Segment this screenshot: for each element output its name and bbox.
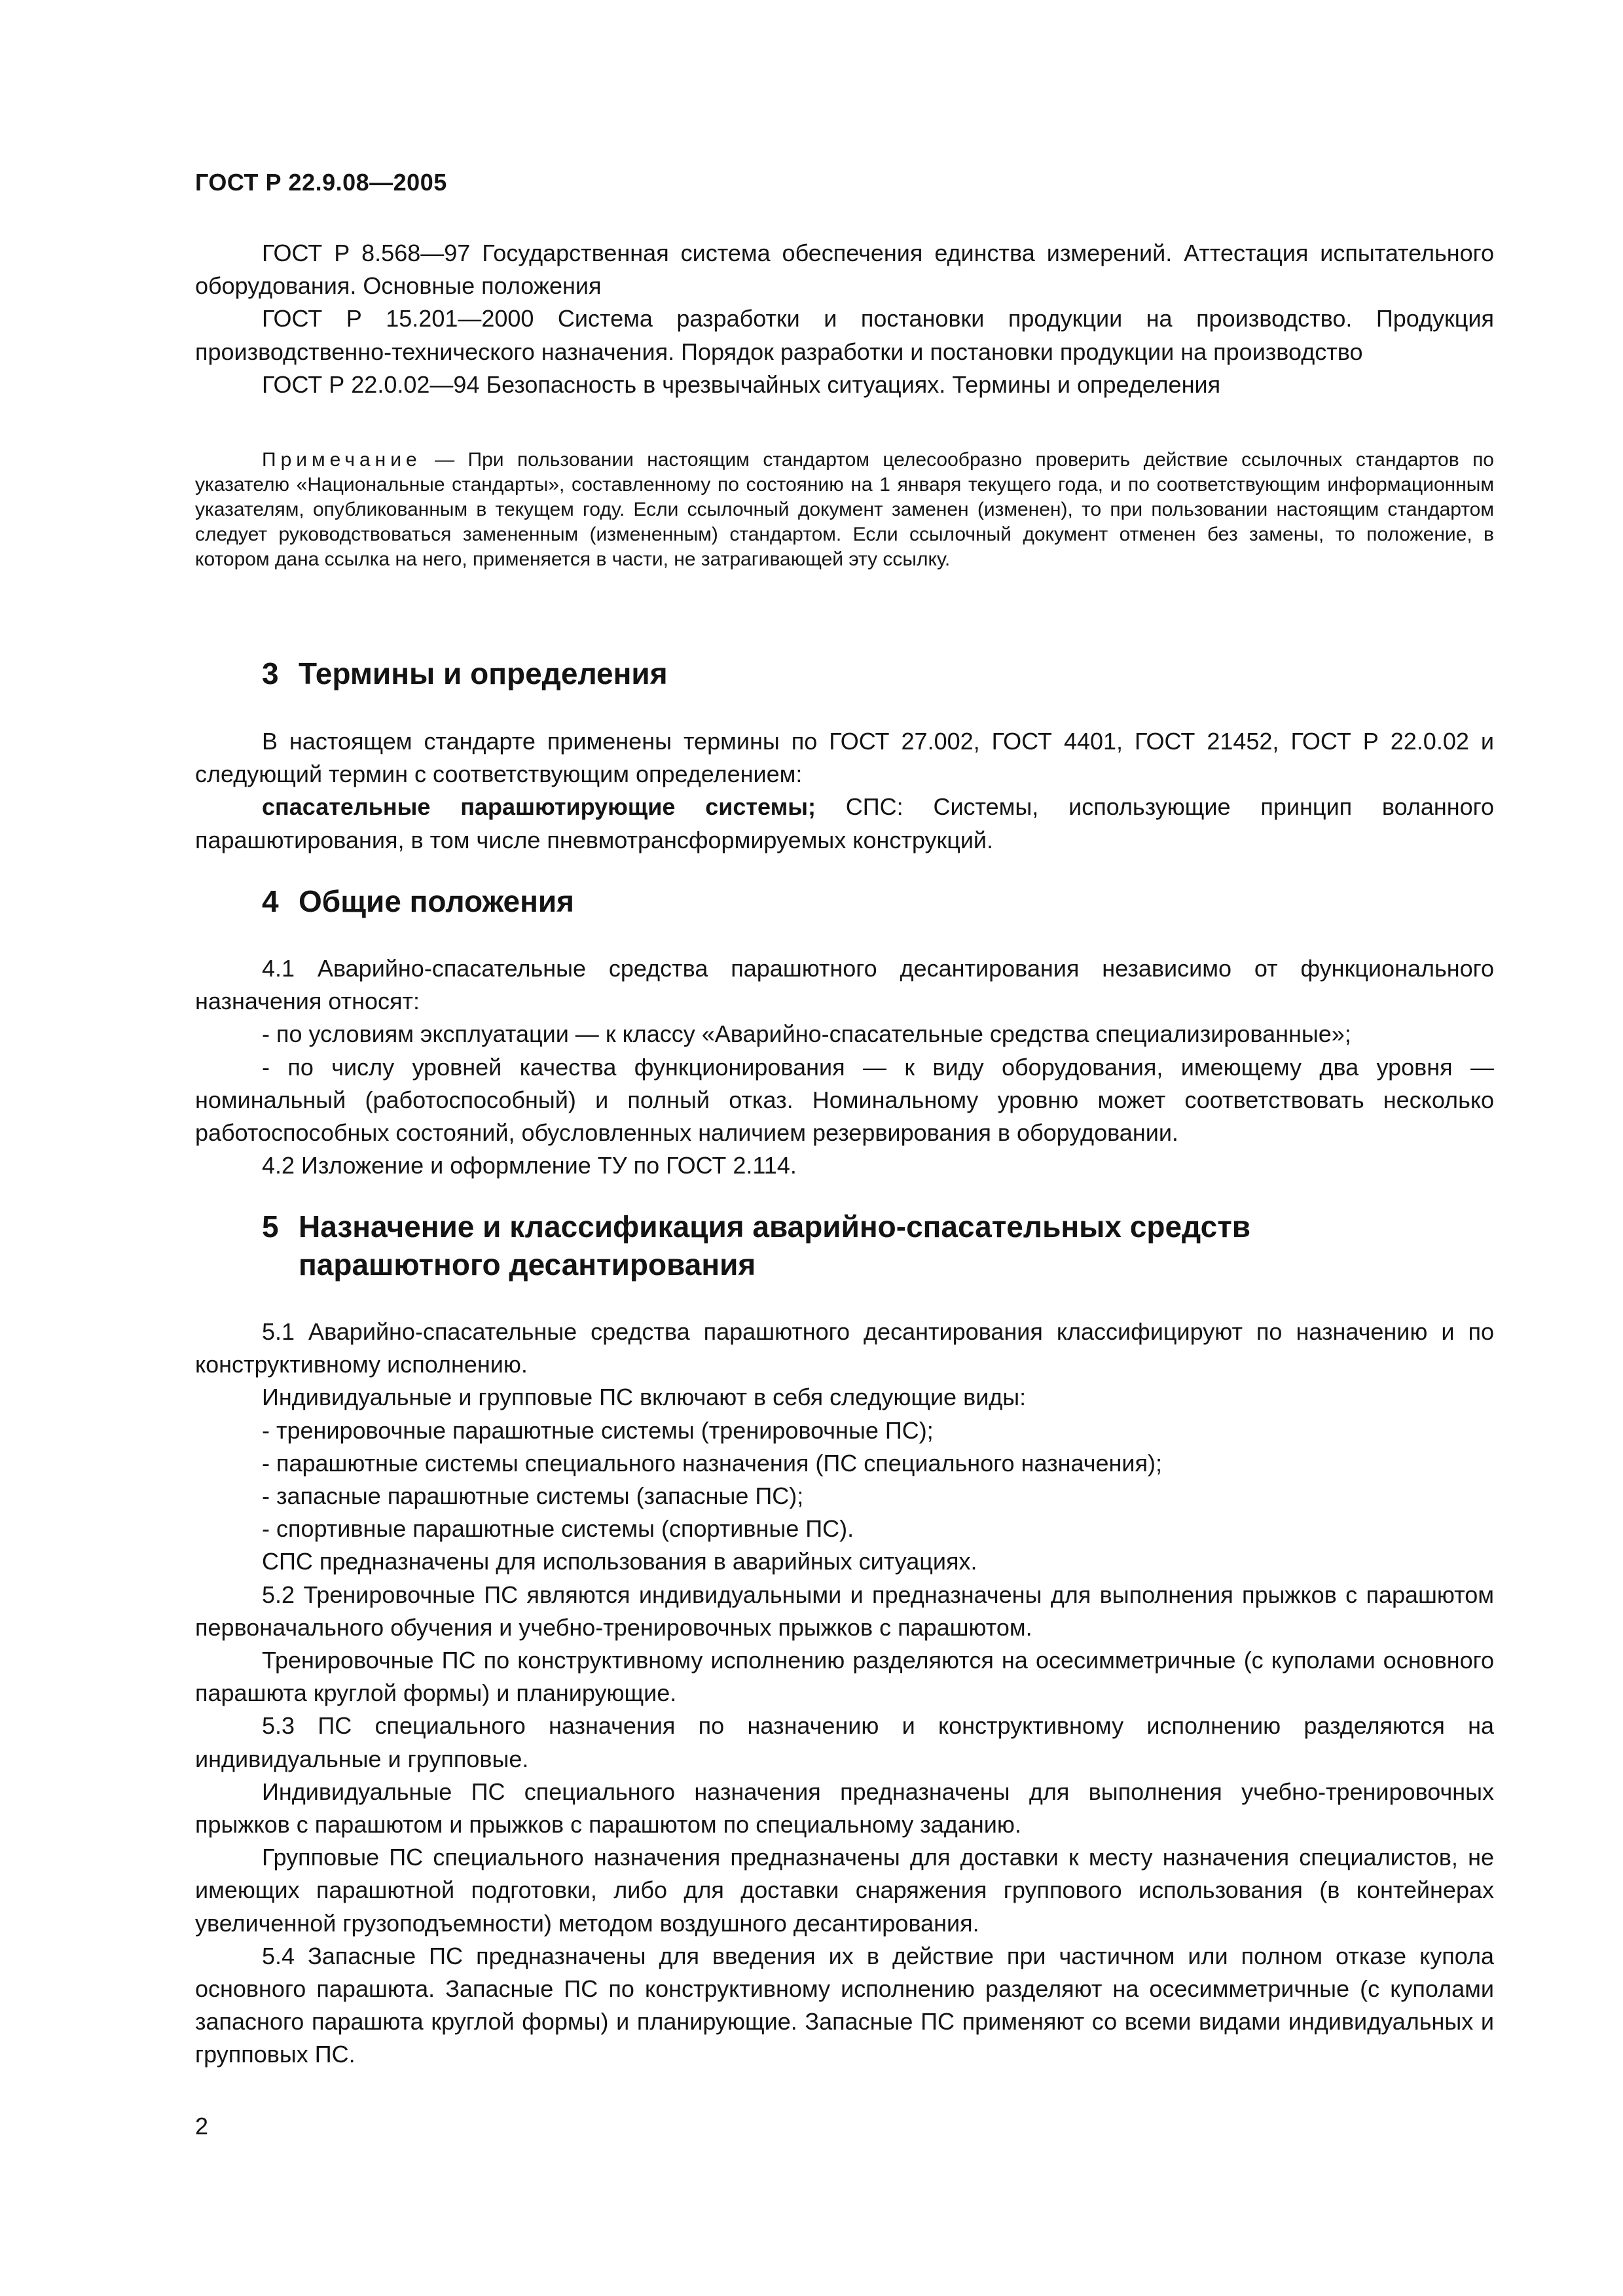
note-block xyxy=(195,448,1494,572)
paragraph: Индивидуальные ПС специального назначения предназначены для выполнения учебно-тренировочных прыжков с парашютом и прыжков с парашютом по специальному заданию. xyxy=(195,1778,1494,1839)
note-text: — При пользовании настоящим стандартом целесообразно проверить действие ссылочных стандартов по указателю «Национальные стандарты», составленному по состоянию на 1 января текущего года, и по соответствующим информационным указателям, опубликованным в текущем году. Если ссылочный документ заменен (изменен), то при пользовании настоящим стандартом следует руководствоваться замененным (измененным) стандартом. Если ссылочный документ отменен без замены, то положение, в котором дана ссылка на него, применяется в части, не затрагивающей эту ссылку. xyxy=(195,449,1494,570)
section-heading xyxy=(195,882,1494,920)
list-item: - спортивные парашютные системы (спортивные ПС). xyxy=(262,1515,854,1543)
paragraph: В настоящем стандарте применены термины по ГОСТ 27.002, ГОСТ 4401, ГОСТ 21452, ГОСТ Р 22.0.02 и следующий термин с соответствующим определением: xyxy=(195,728,1494,788)
note-paragraph xyxy=(195,448,1494,572)
section-4-body xyxy=(195,952,1494,1182)
paragraph: - по числу уровней качества функционирования — к виду оборудования, имеющему два уровня — номинальный (работоспособный) и полный отказ. Номинальному уровню может соответствовать несколько работоспособных состояний, обусловленных наличием резервирования в оборудовании. xyxy=(195,1053,1494,1147)
section-title xyxy=(299,1208,1412,1283)
term-definition xyxy=(195,791,1494,856)
paragraph: 5.3 ПС специального назначения по назначению и конструктивному исполнению разделяются на индивидуальные и групповые. xyxy=(195,1712,1494,1772)
paragraph: 5.2 Тренировочные ПС являются индивидуальными и предназначены для выполнения прыжков с парашютом первоначального обучения и учебно-тренировочных прыжков с парашютом. xyxy=(195,1581,1494,1641)
paragraph: 4.1 Аварийно-спасательные средства парашютного десантирования независимо от функционального назначения относят: xyxy=(195,955,1494,1015)
section-title: Общие положения xyxy=(299,884,574,918)
paragraph: - по условиям эксплуатации — к классу «Аварийно-спасательные средства специализированные»; xyxy=(262,1020,1351,1048)
section-3-body xyxy=(195,725,1494,857)
paragraph: 4.2 Изложение и оформление ТУ по ГОСТ 2.114. xyxy=(262,1152,797,1179)
section-number: 3 xyxy=(262,656,279,691)
section-title-line: парашютного десантирования xyxy=(299,1247,756,1282)
page-number: 2 xyxy=(195,2113,209,2140)
reference-item: ГОСТ Р 15.201—2000 Система разработки и постановки продукции на производство. Продукция производственно-технического назначения. Порядок разработки и постановки продукции на производство xyxy=(195,305,1494,365)
note-label: Примечание xyxy=(262,449,422,471)
section-number: 5 xyxy=(262,1210,279,1244)
paragraph: 5.1 Аварийно-спасательные средства парашютного десантирования классифицируют по назначению и по конструктивному исполнению. xyxy=(195,1318,1494,1378)
document-header: ГОСТ Р 22.9.08—2005 xyxy=(195,169,447,196)
section-4 xyxy=(195,882,1494,920)
term: спасательные парашютирующие системы; xyxy=(262,793,816,821)
paragraph: Групповые ПС специального назначения предназначены для доставки к месту назначения специалистов, не имеющих парашютной подготовки, либо для доставки снаряжения группового использования (в контейнерах увеличенной грузоподъемности) методом воздушного десантирования. xyxy=(195,1844,1494,1937)
section-5 xyxy=(195,1208,1494,1283)
paragraph: СПС предназначены для использования в аварийных ситуациях. xyxy=(262,1548,977,1575)
list-item: - тренировочные парашютные системы (тренировочные ПС); xyxy=(262,1416,934,1444)
reference-item: ГОСТ Р 22.0.02—94 Безопасность в чрезвычайных ситуациях. Термины и определения xyxy=(262,370,1221,398)
section-heading xyxy=(195,655,1494,692)
paragraph: Тренировочные ПС по конструктивному исполнению разделяются на осесимметричные (с куполами основного парашюта круглой формы) и планирующие. xyxy=(195,1647,1494,1707)
definition: СПС: Системы, использующие принцип воланного парашютирования, в том числе пневмотрансформируемых конструкций. xyxy=(195,793,1494,853)
normative-references xyxy=(195,237,1494,401)
section-title-line: Назначение и классификация аварийно-спасательных средств xyxy=(299,1210,1251,1244)
section-5-body xyxy=(195,1316,1494,2072)
list-item: - парашютные системы специального назначения (ПС специального назначения); xyxy=(262,1449,1162,1477)
paragraph: 5.4 Запасные ПС предназначены для введения их в действие при частичном или полном отказе купола основного парашюта. Запасные ПС по конструктивному исполнению разделяют на осесимметричные (с куполами запасного парашюта круглой формы) и планирующие. Запасные ПС применяют со всеми видами индивидуальных и групповых ПС. xyxy=(195,1942,1494,2068)
section-title: Термины и определения xyxy=(299,656,668,691)
paragraph: Индивидуальные и групповые ПС включают в себя следующие виды: xyxy=(262,1384,1027,1411)
reference-item: ГОСТ Р 8.568—97 Государственная система обеспечения единства измерений. Аттестация испытательного оборудования. Основные положения xyxy=(195,240,1494,300)
section-3 xyxy=(195,655,1494,692)
list-item: - запасные парашютные системы (запасные ПС); xyxy=(262,1482,804,1510)
section-number: 4 xyxy=(262,884,279,918)
section-heading xyxy=(195,1208,1494,1283)
